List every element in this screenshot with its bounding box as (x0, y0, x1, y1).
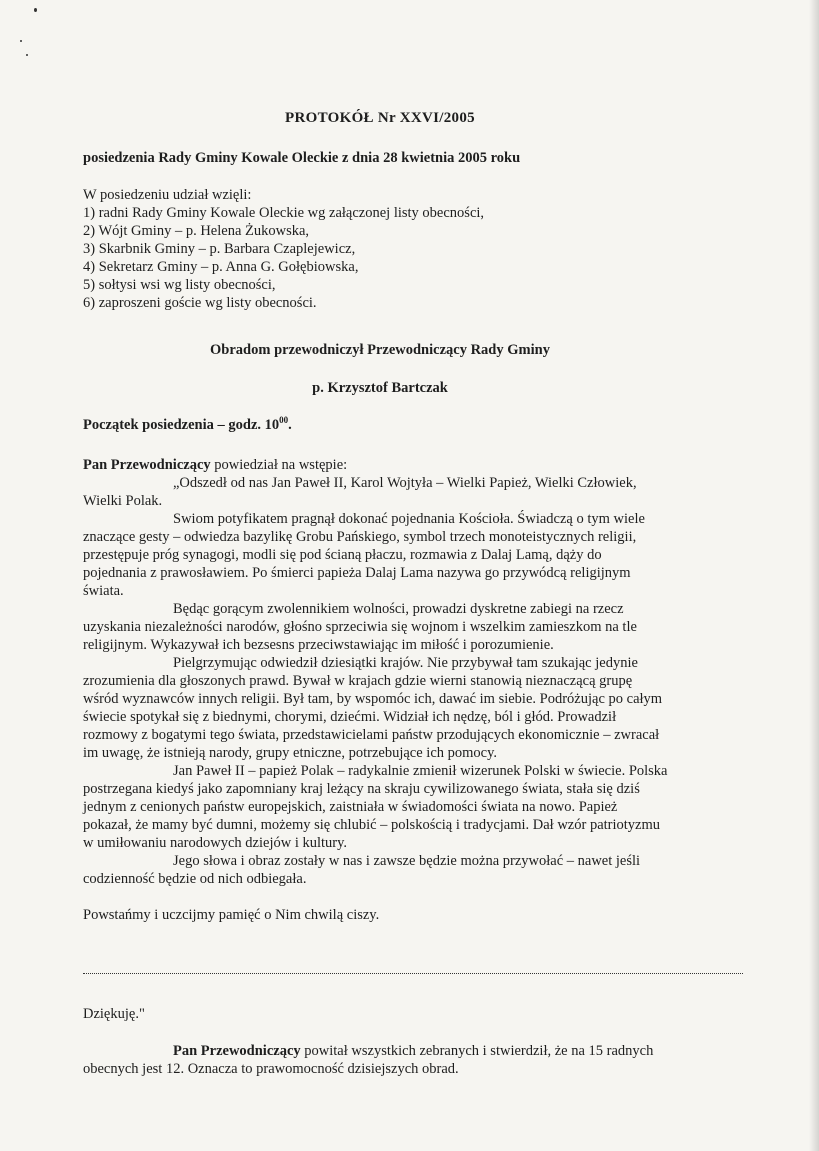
chair-statement: Obradom przewodniczył Przewodniczący Rady Gminy (210, 342, 550, 358)
speech-line: religijnym. Wykazywał ich bezsesns przeciwstawiając im miłość i porozumienie. (83, 637, 554, 653)
attendance-intro: W posiedzeniu udział wzięli: (83, 187, 252, 203)
speech-line: Będąc gorącym zwolennikiem wolności, prowadzi dyskretne zabiegi na rzecz (173, 601, 624, 617)
speech-line: postrzegana kiedyś jako zapomniany kraj leżący na skraju cywilizowanego świata, stała się dziś (83, 781, 640, 797)
session-start-label: Początek posiedzenia – godz. 10 (83, 417, 280, 433)
speech-line (83, 888, 723, 906)
speech-line: uzyskania niezależności narodów, głośno sprzeciwia się wojnom i wszelkim zamieszkom na tle (83, 619, 637, 635)
greeting-line: obecnych jest 12. Oznacza to prawomocność dzisiejszych obrad. (83, 1061, 459, 1077)
attendee-item: 5) sołtysi wsi wg listy obecności, (83, 277, 276, 293)
speech-line: świecie spotykał się z biednymi, chorymi, dziećmi. Widział ich nędzę, ból i głód. Prowadził (83, 709, 617, 725)
speech-closing: Dziękuję." (83, 1006, 145, 1022)
speech-line: przestępuje próg synagogi, modli się pod ścianą płaczu, rozmawia z Dalaj Lamą, dąży do (83, 547, 602, 563)
speech-line: jednym z cenionych państw europejskich, zaistniała w świadomości świata na nowo. Papież (83, 799, 618, 815)
speech-line: świata. (83, 583, 124, 599)
greeting-paragraph (83, 1042, 723, 1078)
document-subtitle: posiedzenia Rady Gminy Kowale Oleckie z dnia 28 kwietnia 2005 roku (83, 150, 521, 166)
attendee-list (83, 204, 484, 312)
speech-line: w umiłowaniu narodowych dziejów i kultury. (83, 835, 348, 851)
speech-intro (83, 456, 347, 474)
chair-name: p. Krzysztof Bartczak (312, 380, 448, 396)
session-start-minutes: 00 (279, 415, 289, 425)
speech-line: rozmowy z bogatymi tego świata, przedstawicielami państw przodujących ekonomicznie – zwracał (83, 727, 660, 743)
speech-line: pojednania z prawosławiem. Po śmierci papieża Dalaj Lama nazywa go przywódcą religijnym (83, 565, 631, 581)
attendee-item: 2) Wójt Gminy – p. Helena Żukowska, (83, 223, 310, 239)
scan-speck (20, 40, 22, 42)
speech-line: codzienność będzie od nich odbiegała. (83, 871, 307, 887)
speech-line: Jan Paweł II – papież Polak – radykalnie zmienił wizerunek Polski w świecie. Polska (173, 763, 668, 779)
speech-line: Jego słowa i obraz zostały w nas i zawsze będzie można przywołać – nawet jeśli (173, 853, 641, 869)
scan-edge-shadow (809, 0, 819, 1151)
speech-line: znaczące gesty – odwiedza bazylikę Grobu Pańskiego, symbol trzech monoteistycznych religii, (83, 529, 637, 545)
speech-line: im uwagę, że istnieją narody, grupy etniczne, potrzebujące ich pomocy. (83, 745, 498, 761)
speech-line: „Odszedł od nas Jan Paweł II, Karol Wojtyła – Wielki Papież, Wielki Człowiek, (173, 475, 637, 491)
speaker-name: Pan Przewodniczący (83, 457, 211, 473)
greeting-text: powitał wszystkich zebranych i stwierdził, że na 15 radnych (300, 1043, 654, 1059)
speech-line: Swiom potyfikatem pragnął dokonać pojednania Kościoła. Świadczą o tym wiele (173, 511, 645, 527)
speech-line: Wielki Polak. (83, 493, 163, 509)
attendee-item: 4) Sekretarz Gminy – p. Anna G. Gołębiowska, (83, 259, 359, 275)
attendee-item: 3) Skarbnik Gminy – p. Barbara Czaplejewicz, (83, 241, 356, 257)
speech-line: pokazał, że mamy być dumni, możemy się chlubić – polskością i tradycjami. Dał wzór patriotyzmu (83, 817, 661, 833)
scan-speck (26, 54, 28, 56)
greeting-speaker: Pan Przewodniczący (173, 1043, 301, 1059)
attendee-item: 6) zaproszeni goście wg listy obecności. (83, 295, 317, 311)
dotted-separator (83, 967, 743, 974)
speech-line: Powstańmy i uczcijmy pamięć o Nim chwilą ciszy. (83, 907, 380, 923)
speech-intro-text: powiedział na wstępie: (210, 457, 348, 473)
document-title: PROTOKÓŁ Nr XXVI/2005 (285, 110, 475, 126)
speech-line: Pielgrzymując odwiedził dziesiątki krajów. Nie przybywał tam szukając jedynie (173, 655, 638, 671)
speech-body (83, 474, 723, 924)
speech-line: zrozumienia dla głoszonych prawd. Bywał w krajach gdzie wierni stanowią nieznaczącą grupę (83, 673, 633, 689)
session-start-period: . (288, 417, 292, 433)
greeting-line (83, 1042, 723, 1060)
scan-speck (34, 8, 37, 12)
session-start (83, 416, 292, 434)
attendee-item: 1) radni Rady Gminy Kowale Oleckie wg załączonej listy obecności, (83, 205, 485, 221)
speech-line: wśród wyznawców innych religii. Był tam, by wspomóc ich, dawać im siebie. Podróżując po całym (83, 691, 663, 707)
